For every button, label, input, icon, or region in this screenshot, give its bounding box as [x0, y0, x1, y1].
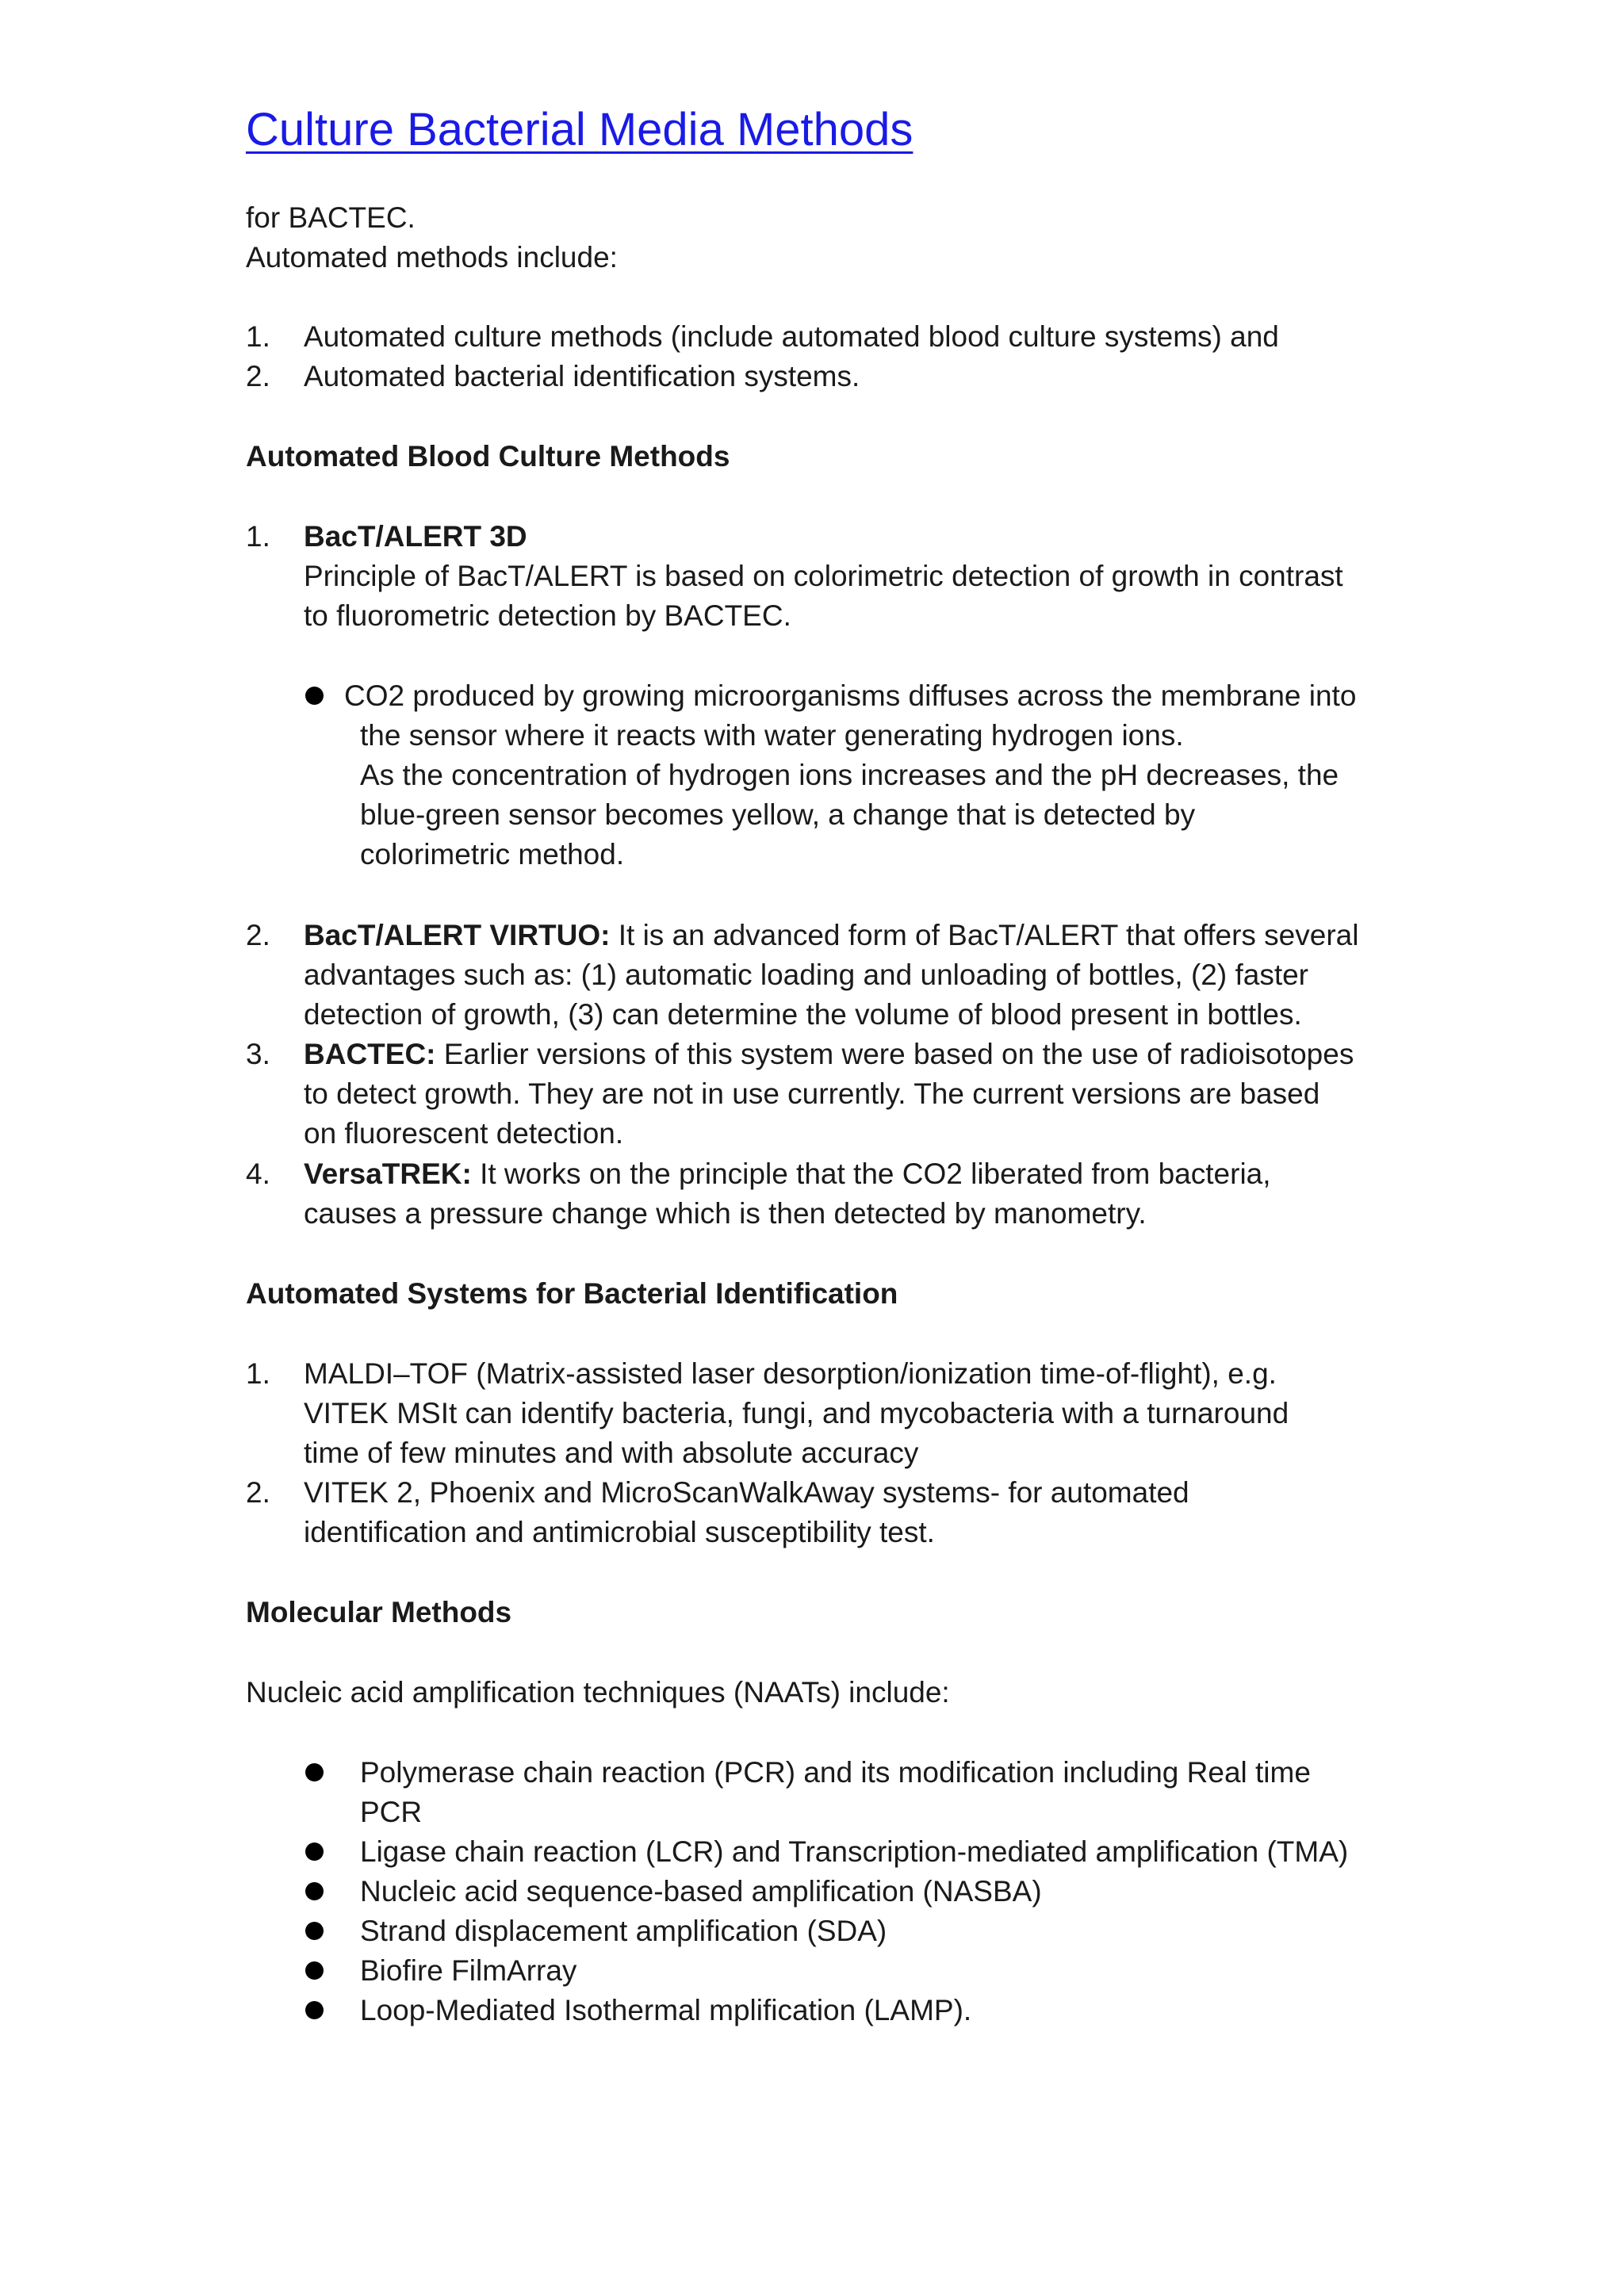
item-label-virtuo: BacT/ALERT VIRTUO: — [304, 919, 611, 951]
paragraph-line: to detect growth. They are not in use currently. The current versions are based — [304, 1077, 1320, 1110]
list-number: 1. — [246, 520, 270, 553]
list-number: 1. — [246, 320, 270, 353]
bullet-icon — [305, 1961, 324, 1980]
list-number: 2. — [246, 1476, 270, 1509]
list-number: 2. — [246, 919, 270, 951]
bullet-line: Strand displacement amplification (SDA) — [360, 1915, 887, 1947]
paragraph-line: to fluorometric detection by BACTEC. — [304, 599, 791, 632]
paragraph-line: on fluorescent detection. — [304, 1117, 624, 1150]
paragraph-line: VITEK 2, Phoenix and MicroScanWalkAway systems- for automated — [304, 1476, 1189, 1509]
item-label-versatrek: VersaTREK: — [304, 1158, 472, 1190]
intro-line-2: Automated methods include: — [246, 241, 618, 274]
paragraph-line: VITEK MSIt can identify bacteria, fungi, and mycobacteria with a turnaround — [304, 1397, 1289, 1429]
item-label-bactec: BACTEC: — [304, 1038, 436, 1070]
list-number: 4. — [246, 1158, 270, 1190]
list-number: 3. — [246, 1038, 270, 1070]
paragraph-line: Principle of BacT/ALERT is based on colorimetric detection of growth in contrast — [304, 560, 1343, 592]
section-heading-molecular: Molecular Methods — [246, 1596, 512, 1628]
bullet-icon — [305, 1882, 324, 1900]
item-text: It is an advanced form of BacT/ALERT that offers several — [610, 919, 1359, 951]
paragraph-line: identification and antimicrobial susceptibility test. — [304, 1516, 935, 1548]
page-title-link[interactable]: Culture Bacterial Media Methods — [246, 104, 914, 155]
list-item: Automated bacterial identification systems. — [304, 360, 860, 392]
item-virtuo-line-1 — [304, 916, 1358, 955]
paragraph-line: advantages such as: (1) automatic loading and unloading of bottles, (2) faster — [304, 959, 1308, 991]
list-number: 2. — [246, 360, 270, 392]
paragraph-line: causes a pressure change which is then detected by manometry. — [304, 1197, 1147, 1230]
paragraph-line: Nucleic acid amplification techniques (NAATs) include: — [246, 1676, 950, 1709]
bullet-line: Nucleic acid sequence-based amplification (NASBA) — [360, 1875, 1042, 1908]
bullet-line: Polymerase chain reaction (PCR) and its modification including Real time — [360, 1756, 1311, 1789]
bullet-line: the sensor where it reacts with water generating hydrogen ions. — [360, 719, 1184, 752]
section-heading-blood-culture: Automated Blood Culture Methods — [246, 440, 730, 473]
list-number: 1. — [246, 1357, 270, 1390]
item-heading-bactalert-3d: BacT/ALERT 3D — [304, 520, 527, 553]
bullet-line: CO2 produced by growing microorganisms diffuses across the membrane into — [344, 679, 1357, 712]
intro-line-1: for BACTEC. — [246, 201, 416, 234]
bullet-icon — [305, 1763, 324, 1781]
bullet-line: Ligase chain reaction (LCR) and Transcription-mediated amplification (TMA) — [360, 1835, 1349, 1868]
bullet-line: Biofire FilmArray — [360, 1954, 577, 1987]
bullet-icon — [305, 2001, 324, 2019]
section-heading-identification: Automated Systems for Bacterial Identification — [246, 1277, 898, 1310]
bullet-line: As the concentration of hydrogen ions increases and the pH decreases, the — [360, 759, 1339, 791]
bullet-icon — [305, 1843, 324, 1861]
bullet-icon — [305, 1922, 324, 1940]
item-bactec-line-1 — [304, 1035, 1354, 1074]
bullet-line: blue-green sensor becomes yellow, a change that is detected by — [360, 798, 1196, 831]
item-versatrek-line-1 — [304, 1154, 1271, 1194]
list-item: Automated culture methods (include automated blood culture systems) and — [304, 320, 1279, 353]
paragraph-line: time of few minutes and with absolute accuracy — [304, 1437, 919, 1469]
bullet-line: colorimetric method. — [360, 838, 625, 871]
paragraph-line: detection of growth, (3) can determine the volume of blood present in bottles. — [304, 998, 1302, 1031]
item-text: Earlier versions of this system were based on the use of radioisotopes — [435, 1038, 1354, 1070]
bullet-line: PCR — [360, 1796, 423, 1828]
paragraph-line: MALDI–TOF (Matrix-assisted laser desorption/ionization time-of-flight), e.g. — [304, 1357, 1277, 1390]
bullet-icon — [305, 687, 324, 705]
bullet-line: Loop-Mediated Isothermal mplification (LAMP). — [360, 1994, 972, 2026]
item-text: It works on the principle that the CO2 liberated from bacteria, — [471, 1158, 1271, 1190]
